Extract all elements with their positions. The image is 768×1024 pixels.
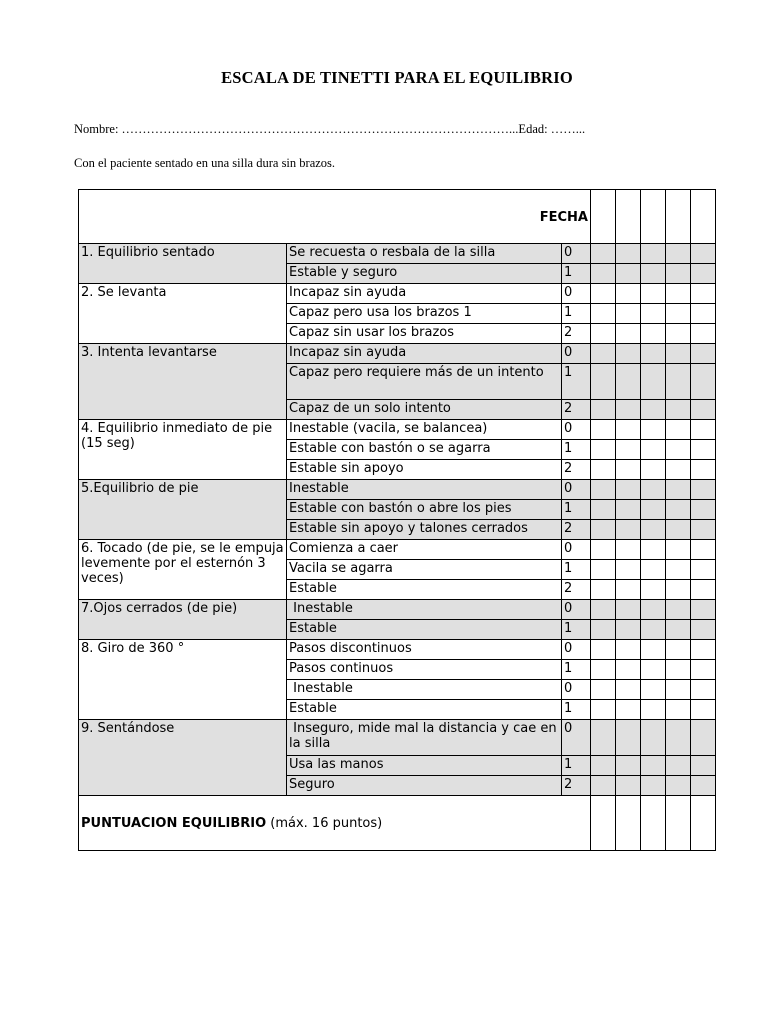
- option-text: Inseguro, mide mal la distancia y cae en la silla: [287, 720, 562, 756]
- score-entry-cell[interactable]: [591, 440, 616, 460]
- item-option-row: [79, 420, 716, 440]
- score-entry-cell[interactable]: [666, 284, 691, 304]
- score-entry-cell[interactable]: [691, 264, 716, 284]
- score-entry-cell[interactable]: [641, 700, 666, 720]
- score-entry-cell[interactable]: [616, 244, 641, 264]
- option-score: 1: [562, 700, 591, 720]
- option-score: 0: [562, 720, 591, 756]
- score-entry-cell[interactable]: [666, 460, 691, 480]
- score-entry-cell[interactable]: [666, 244, 691, 264]
- option-score: 0: [562, 344, 591, 364]
- score-entry-cell[interactable]: [616, 660, 641, 680]
- score-entry-cell[interactable]: [641, 620, 666, 640]
- option-score: 2: [562, 520, 591, 540]
- score-entry-cell[interactable]: [616, 756, 641, 776]
- score-entry-cell[interactable]: [641, 480, 666, 500]
- score-entry-cell[interactable]: [691, 660, 716, 680]
- score-entry-cell[interactable]: [691, 344, 716, 364]
- score-entry-cell[interactable]: [691, 324, 716, 344]
- score-entry-cell[interactable]: [616, 500, 641, 520]
- date-cell[interactable]: [591, 190, 616, 244]
- item-option-row: [79, 600, 716, 620]
- option-score: 0: [562, 284, 591, 304]
- item-label: 4. Equilibrio inmediato de pie (15 seg): [79, 420, 287, 480]
- item-label: 3. Intenta levantarse: [79, 344, 287, 420]
- score-entry-cell[interactable]: [666, 500, 691, 520]
- score-entry-cell[interactable]: [616, 560, 641, 580]
- score-entry-cell[interactable]: [641, 680, 666, 700]
- score-entry-cell[interactable]: [591, 304, 616, 324]
- score-entry-cell[interactable]: [641, 244, 666, 264]
- score-entry-cell[interactable]: [641, 580, 666, 600]
- score-entry-cell[interactable]: [641, 756, 666, 776]
- score-entry-cell[interactable]: [591, 400, 616, 420]
- total-entry-cell[interactable]: [691, 796, 716, 851]
- score-entry-cell[interactable]: [691, 500, 716, 520]
- score-entry-cell[interactable]: [691, 420, 716, 440]
- score-entry-cell[interactable]: [616, 420, 641, 440]
- total-label-bold: PUNTUACION EQUILIBRIO: [81, 816, 267, 831]
- score-entry-cell[interactable]: [691, 400, 716, 420]
- score-entry-cell[interactable]: [691, 640, 716, 660]
- total-label-note: (máx. 16 puntos): [266, 816, 383, 831]
- score-entry-cell[interactable]: [691, 776, 716, 796]
- score-entry-cell[interactable]: [666, 776, 691, 796]
- option-score: 0: [562, 640, 591, 660]
- item-label: 6. Tocado (de pie, se le empuja levemente por el esternón 3 veces): [79, 540, 287, 600]
- option-score: 1: [562, 500, 591, 520]
- score-entry-cell[interactable]: [641, 660, 666, 680]
- option-text: Estable con bastón o se agarra: [287, 440, 562, 460]
- option-text: Pasos discontinuos: [287, 640, 562, 660]
- option-text: Estable con bastón o abre los pies: [287, 500, 562, 520]
- score-entry-cell[interactable]: [591, 580, 616, 600]
- score-entry-cell[interactable]: [616, 264, 641, 284]
- score-entry-cell[interactable]: [691, 756, 716, 776]
- option-text: Incapaz sin ayuda: [287, 284, 562, 304]
- score-entry-cell[interactable]: [616, 776, 641, 796]
- option-score: 2: [562, 776, 591, 796]
- item-label: 2. Se levanta: [79, 284, 287, 344]
- score-entry-cell[interactable]: [691, 720, 716, 756]
- score-entry-cell[interactable]: [616, 400, 641, 420]
- item-label: 9. Sentándose: [79, 720, 287, 796]
- score-entry-cell[interactable]: [691, 700, 716, 720]
- total-entry-cell[interactable]: [666, 796, 691, 851]
- option-score: 1: [562, 364, 591, 400]
- score-entry-cell[interactable]: [616, 680, 641, 700]
- score-entry-cell[interactable]: [616, 440, 641, 460]
- score-entry-cell[interactable]: [691, 620, 716, 640]
- score-entry-cell[interactable]: [591, 364, 616, 400]
- option-text: Estable: [287, 620, 562, 640]
- score-entry-cell[interactable]: [641, 500, 666, 520]
- nombre-edad-line: Nombre: …………………………………………………………………………………...Edad: ……...: [74, 122, 586, 136]
- option-text: Capaz de un solo intento: [287, 400, 562, 420]
- score-entry-cell[interactable]: [691, 580, 716, 600]
- score-entry-cell[interactable]: [666, 440, 691, 460]
- option-text: Estable sin apoyo y talones cerrados: [287, 520, 562, 540]
- score-entry-cell[interactable]: [691, 364, 716, 400]
- score-entry-cell[interactable]: [591, 284, 616, 304]
- option-text: Comienza a caer: [287, 540, 562, 560]
- score-entry-cell[interactable]: [641, 520, 666, 540]
- option-score: 1: [562, 660, 591, 680]
- item-option-row: [79, 284, 716, 304]
- score-entry-cell[interactable]: [666, 400, 691, 420]
- option-score: 1: [562, 304, 591, 324]
- score-entry-cell[interactable]: [616, 540, 641, 560]
- tinetti-balance-table: [78, 189, 716, 851]
- score-entry-cell[interactable]: [616, 304, 641, 324]
- score-entry-cell[interactable]: [641, 460, 666, 480]
- score-entry-cell[interactable]: [591, 756, 616, 776]
- score-entry-cell[interactable]: [641, 420, 666, 440]
- score-entry-cell[interactable]: [666, 344, 691, 364]
- score-entry-cell[interactable]: [591, 344, 616, 364]
- item-option-row: [79, 244, 716, 264]
- score-entry-cell[interactable]: [591, 420, 616, 440]
- score-entry-cell[interactable]: [591, 500, 616, 520]
- score-entry-cell[interactable]: [616, 620, 641, 640]
- score-entry-cell[interactable]: [691, 560, 716, 580]
- score-entry-cell[interactable]: [616, 700, 641, 720]
- score-entry-cell[interactable]: [666, 364, 691, 400]
- score-entry-cell[interactable]: [591, 660, 616, 680]
- score-entry-cell[interactable]: [666, 680, 691, 700]
- score-entry-cell[interactable]: [616, 344, 641, 364]
- score-entry-cell[interactable]: [666, 660, 691, 680]
- date-cell[interactable]: [641, 190, 666, 244]
- score-entry-cell[interactable]: [666, 640, 691, 660]
- total-entry-cell[interactable]: [591, 796, 616, 851]
- total-label: [79, 796, 591, 851]
- option-score: 2: [562, 460, 591, 480]
- score-entry-cell[interactable]: [666, 620, 691, 640]
- score-entry-cell[interactable]: [666, 520, 691, 540]
- score-entry-cell[interactable]: [591, 244, 616, 264]
- page-title: ESCALA DE TINETTI PARA EL EQUILIBRIO: [221, 68, 573, 87]
- score-entry-cell[interactable]: [616, 284, 641, 304]
- score-entry-cell[interactable]: [616, 720, 641, 756]
- instructions: Con el paciente sentado en una silla dura sin brazos.: [74, 156, 336, 170]
- score-entry-cell[interactable]: [666, 480, 691, 500]
- score-entry-cell[interactable]: [591, 620, 616, 640]
- option-text: Usa las manos: [287, 756, 562, 776]
- score-entry-cell[interactable]: [666, 756, 691, 776]
- score-entry-cell[interactable]: [641, 344, 666, 364]
- fecha-label: FECHA: [79, 190, 591, 244]
- item-option-row: [79, 720, 716, 756]
- item-label: 1. Equilibrio sentado: [79, 244, 287, 284]
- score-entry-cell[interactable]: [591, 520, 616, 540]
- score-entry-cell[interactable]: [641, 640, 666, 660]
- option-text: Estable sin apoyo: [287, 460, 562, 480]
- date-cell[interactable]: [691, 190, 716, 244]
- score-entry-cell[interactable]: [591, 680, 616, 700]
- score-entry-cell[interactable]: [691, 520, 716, 540]
- score-entry-cell[interactable]: [616, 324, 641, 344]
- score-entry-cell[interactable]: [666, 304, 691, 324]
- score-entry-cell[interactable]: [666, 700, 691, 720]
- option-text: Se recuesta o resbala de la silla: [287, 244, 562, 264]
- option-score: 0: [562, 244, 591, 264]
- option-text: Estable: [287, 700, 562, 720]
- option-score: 0: [562, 480, 591, 500]
- score-entry-cell[interactable]: [641, 284, 666, 304]
- option-text: Capaz pero requiere más de un intento: [287, 364, 562, 400]
- option-score: 2: [562, 580, 591, 600]
- option-score: 1: [562, 560, 591, 580]
- score-entry-cell[interactable]: [666, 264, 691, 284]
- option-text: Inestable: [287, 480, 562, 500]
- score-entry-cell[interactable]: [591, 264, 616, 284]
- option-text: Capaz sin usar los brazos: [287, 324, 562, 344]
- score-entry-cell[interactable]: [666, 720, 691, 756]
- score-entry-cell[interactable]: [591, 600, 616, 620]
- item-option-row: [79, 480, 716, 500]
- score-entry-cell[interactable]: [591, 460, 616, 480]
- score-entry-cell[interactable]: [666, 420, 691, 440]
- score-entry-cell[interactable]: [641, 304, 666, 324]
- score-entry-cell[interactable]: [591, 480, 616, 500]
- score-entry-cell[interactable]: [616, 640, 641, 660]
- option-score: 0: [562, 420, 591, 440]
- score-entry-cell[interactable]: [641, 720, 666, 756]
- score-entry-cell[interactable]: [666, 324, 691, 344]
- score-entry-cell[interactable]: [691, 540, 716, 560]
- option-score: 2: [562, 324, 591, 344]
- score-entry-cell[interactable]: [691, 440, 716, 460]
- score-entry-cell[interactable]: [591, 700, 616, 720]
- option-score: 0: [562, 540, 591, 560]
- score-entry-cell[interactable]: [641, 364, 666, 400]
- option-text: Inestable: [287, 600, 562, 620]
- option-text: Estable: [287, 580, 562, 600]
- score-entry-cell[interactable]: [591, 540, 616, 560]
- score-entry-cell[interactable]: [641, 324, 666, 344]
- option-score: 1: [562, 620, 591, 640]
- item-option-row: [79, 640, 716, 660]
- score-entry-cell[interactable]: [641, 600, 666, 620]
- score-entry-cell[interactable]: [666, 580, 691, 600]
- score-entry-cell[interactable]: [641, 440, 666, 460]
- score-entry-cell[interactable]: [641, 560, 666, 580]
- item-option-row: [79, 540, 716, 560]
- date-cell[interactable]: [616, 190, 641, 244]
- option-score: 0: [562, 680, 591, 700]
- option-text: Capaz pero usa los brazos 1: [287, 304, 562, 324]
- score-entry-cell[interactable]: [591, 640, 616, 660]
- score-entry-cell[interactable]: [616, 364, 641, 400]
- score-entry-cell[interactable]: [641, 776, 666, 796]
- score-entry-cell[interactable]: [691, 460, 716, 480]
- score-entry-cell[interactable]: [591, 560, 616, 580]
- date-cell[interactable]: [666, 190, 691, 244]
- option-text: Inestable (vacila, se balancea): [287, 420, 562, 440]
- score-entry-cell[interactable]: [616, 600, 641, 620]
- score-entry-cell[interactable]: [691, 480, 716, 500]
- total-entry-cell[interactable]: [641, 796, 666, 851]
- score-entry-cell[interactable]: [591, 324, 616, 344]
- score-entry-cell[interactable]: [691, 680, 716, 700]
- score-entry-cell[interactable]: [641, 540, 666, 560]
- option-score: 1: [562, 264, 591, 284]
- item-label: 5.Equilibrio de pie: [79, 480, 287, 540]
- score-entry-cell[interactable]: [616, 520, 641, 540]
- score-entry-cell[interactable]: [691, 284, 716, 304]
- score-entry-cell[interactable]: [666, 600, 691, 620]
- score-entry-cell[interactable]: [666, 540, 691, 560]
- option-score: 1: [562, 440, 591, 460]
- item-label: 8. Giro de 360 °: [79, 640, 287, 720]
- score-entry-cell[interactable]: [591, 776, 616, 796]
- option-text: Incapaz sin ayuda: [287, 344, 562, 364]
- score-entry-cell[interactable]: [691, 244, 716, 264]
- score-entry-cell[interactable]: [591, 720, 616, 756]
- score-entry-cell[interactable]: [616, 460, 641, 480]
- option-text: Estable y seguro: [287, 264, 562, 284]
- option-text: Vacila se agarra: [287, 560, 562, 580]
- score-entry-cell[interactable]: [616, 580, 641, 600]
- score-entry-cell[interactable]: [641, 264, 666, 284]
- score-entry-cell[interactable]: [666, 560, 691, 580]
- item-option-row: [79, 344, 716, 364]
- total-row: [79, 796, 716, 851]
- score-entry-cell[interactable]: [691, 600, 716, 620]
- option-score: 1: [562, 756, 591, 776]
- option-text: Inestable: [287, 680, 562, 700]
- option-score: 2: [562, 400, 591, 420]
- score-entry-cell[interactable]: [641, 400, 666, 420]
- header-row: [79, 190, 716, 244]
- score-entry-cell[interactable]: [691, 304, 716, 324]
- score-entry-cell[interactable]: [616, 480, 641, 500]
- option-text: Seguro: [287, 776, 562, 796]
- option-text: Pasos continuos: [287, 660, 562, 680]
- item-label: 7.Ojos cerrados (de pie): [79, 600, 287, 640]
- option-score: 0: [562, 600, 591, 620]
- total-entry-cell[interactable]: [616, 796, 641, 851]
